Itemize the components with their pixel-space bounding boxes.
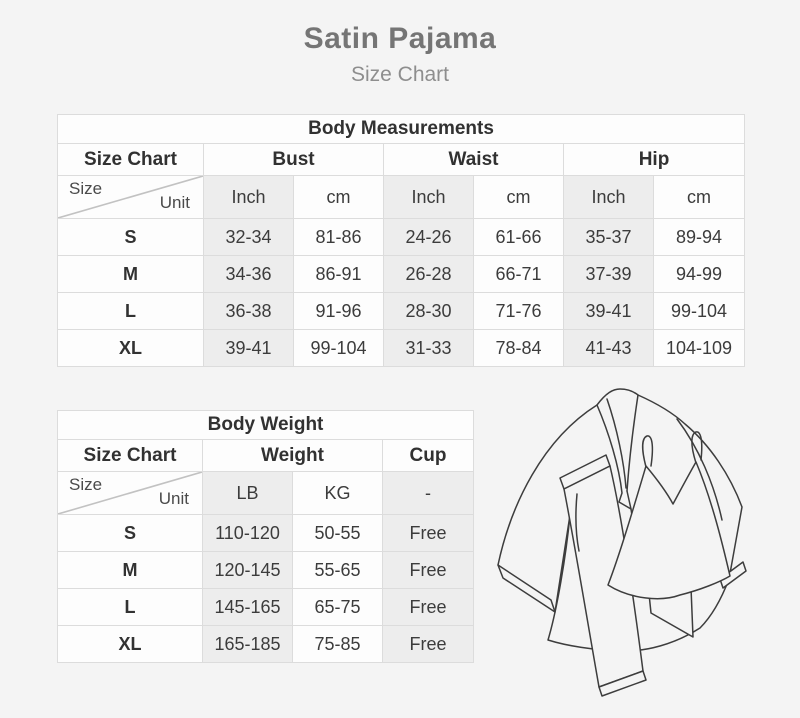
hip-header: Hip: [564, 144, 745, 176]
value-cell: 39-41: [564, 293, 654, 330]
size-cell: XL: [58, 330, 204, 367]
value-cell: 75-85: [293, 626, 383, 663]
table-title-row: [58, 411, 474, 440]
value-cell: 91-96: [294, 293, 384, 330]
value-cell: 99-104: [654, 293, 745, 330]
table-row: [58, 219, 745, 256]
value-cell: 36-38: [204, 293, 294, 330]
value-cell: 78-84: [474, 330, 564, 367]
table-title-row: [58, 115, 745, 144]
value-cell: Free: [383, 589, 474, 626]
value-cell: 104-109: [654, 330, 745, 367]
corner-size-chart-label: Size Chart: [58, 144, 204, 176]
value-cell: 37-39: [564, 256, 654, 293]
pajama-set-illustration: [480, 388, 800, 718]
value-cell: Free: [383, 552, 474, 589]
cup-header: Cup: [383, 440, 474, 472]
unit-header-row: [58, 176, 745, 219]
page-subtitle: Size Chart: [350, 63, 450, 86]
value-cell: Free: [383, 515, 474, 552]
size-cell: L: [58, 589, 203, 626]
table-row: [58, 589, 474, 626]
value-cell: 41-43: [564, 330, 654, 367]
unit-cell: -: [383, 472, 474, 515]
value-cell: 71-76: [474, 293, 564, 330]
unit-cell: LB: [203, 472, 293, 515]
unit-cell: cm: [294, 176, 384, 219]
value-cell: 89-94: [654, 219, 745, 256]
unit-cell: Inch: [384, 176, 474, 219]
bust-header: Bust: [204, 144, 384, 176]
table-row: [58, 293, 745, 330]
size-unit-diagonal-cell: [58, 176, 204, 219]
value-cell: 34-36: [204, 256, 294, 293]
unit-header-row: [58, 472, 474, 515]
corner-size-chart-label: Size Chart: [58, 440, 203, 472]
value-cell: 61-66: [474, 219, 564, 256]
table-row: [58, 515, 474, 552]
size-axis-label: Size: [69, 475, 103, 494]
unit-cell: KG: [293, 472, 383, 515]
unit-axis-label: Unit: [159, 193, 190, 212]
value-cell: 65-75: [293, 589, 383, 626]
size-axis-label: Size: [69, 179, 103, 198]
size-cell: L: [58, 293, 204, 330]
group-header-row: [58, 440, 474, 472]
value-cell: 35-37: [564, 219, 654, 256]
value-cell: 99-104: [294, 330, 384, 367]
size-cell: XL: [58, 626, 203, 663]
weight-table-title: Body Weight: [58, 411, 474, 440]
value-cell: 165-185: [203, 626, 293, 663]
page-header: [0, 22, 800, 87]
table-row: [58, 626, 474, 663]
value-cell: 86-91: [294, 256, 384, 293]
body-measurements-table: [57, 114, 745, 367]
group-header-row: [58, 144, 745, 176]
unit-cell: cm: [654, 176, 745, 219]
size-cell: M: [58, 256, 204, 293]
unit-cell: Inch: [564, 176, 654, 219]
size-cell: S: [58, 515, 203, 552]
value-cell: 26-28: [384, 256, 474, 293]
value-cell: 39-41: [204, 330, 294, 367]
value-cell: Free: [383, 626, 474, 663]
waist-header: Waist: [384, 144, 564, 176]
table-row: [58, 552, 474, 589]
value-cell: 66-71: [474, 256, 564, 293]
table-row: [58, 256, 745, 293]
size-cell: S: [58, 219, 204, 256]
value-cell: 145-165: [203, 589, 293, 626]
value-cell: 120-145: [203, 552, 293, 589]
unit-axis-label: Unit: [158, 489, 189, 508]
weight-header: Weight: [203, 440, 383, 472]
value-cell: 55-65: [293, 552, 383, 589]
value-cell: 32-34: [204, 219, 294, 256]
unit-cell: Inch: [204, 176, 294, 219]
value-cell: 24-26: [384, 219, 474, 256]
size-cell: M: [58, 552, 203, 589]
size-unit-diagonal-cell: [58, 472, 203, 515]
value-cell: 94-99: [654, 256, 745, 293]
value-cell: 81-86: [294, 219, 384, 256]
unit-cell: cm: [474, 176, 564, 219]
value-cell: 110-120: [203, 515, 293, 552]
value-cell: 28-30: [384, 293, 474, 330]
page-title: Satin Pajama: [303, 22, 497, 55]
value-cell: 50-55: [293, 515, 383, 552]
table-row: [58, 330, 745, 367]
measurements-table-title: Body Measurements: [58, 115, 745, 144]
value-cell: 31-33: [384, 330, 474, 367]
body-weight-table: [57, 410, 474, 663]
